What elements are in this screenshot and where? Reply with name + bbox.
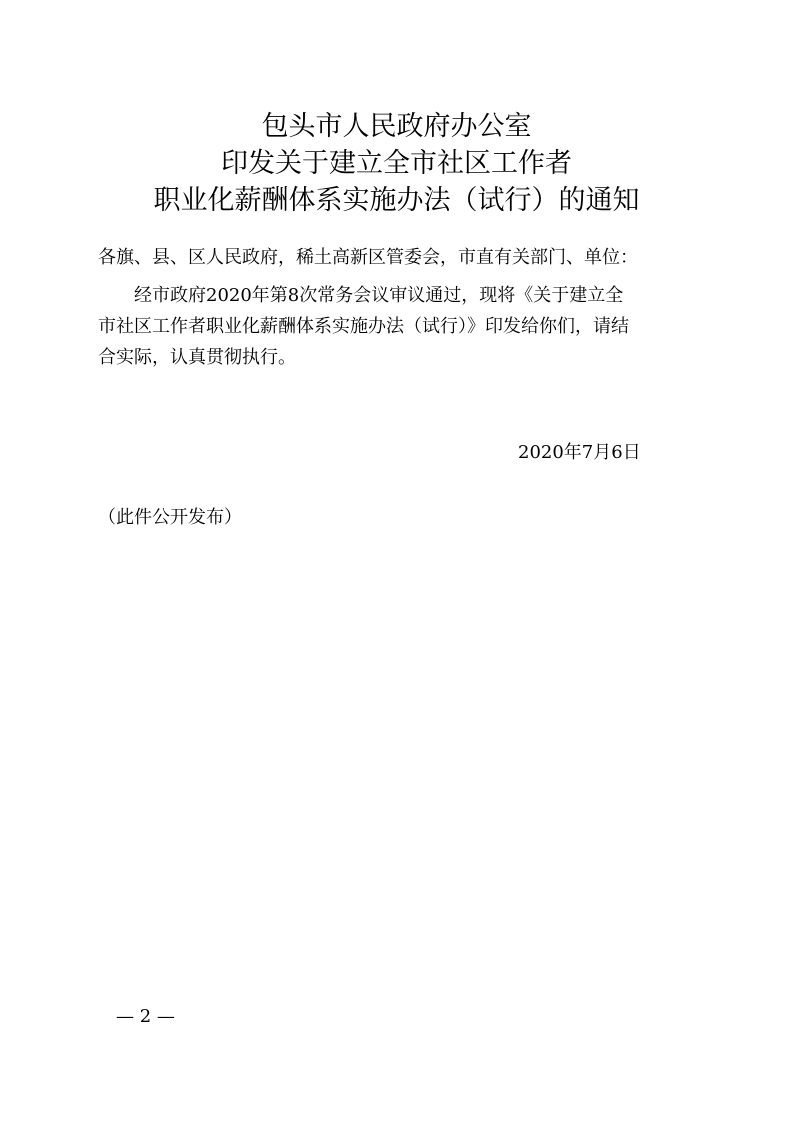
body-paragraph	[98, 280, 690, 373]
body-line-2: 市社区工作者职业化薪酬体系实施办法（试行）》印发给你们，请结	[98, 316, 629, 337]
title-line-notice: 职业化薪酬体系实施办法（试行）的通知	[153, 185, 640, 216]
body-line-3: 合实际，认真贯彻执行。	[98, 347, 296, 368]
page-number: — 2 —	[116, 1006, 175, 1027]
issue-date: 2020年7月6日	[518, 442, 641, 463]
body-line-1: 经市政府2020年第8次常务会议审议通过，现将《关于建立全	[134, 285, 624, 306]
title-line-issuer: 包头市人民政府办公室	[261, 111, 532, 142]
document-title	[0, 108, 793, 219]
disclosure-note: （此件公开发布）	[98, 507, 242, 528]
salutation: 各旗、县、区人民政府，稀土高新区管委会，市直有关部门、单位：	[98, 247, 638, 268]
title-line-subject: 印发关于建立全市社区工作者	[221, 148, 572, 179]
